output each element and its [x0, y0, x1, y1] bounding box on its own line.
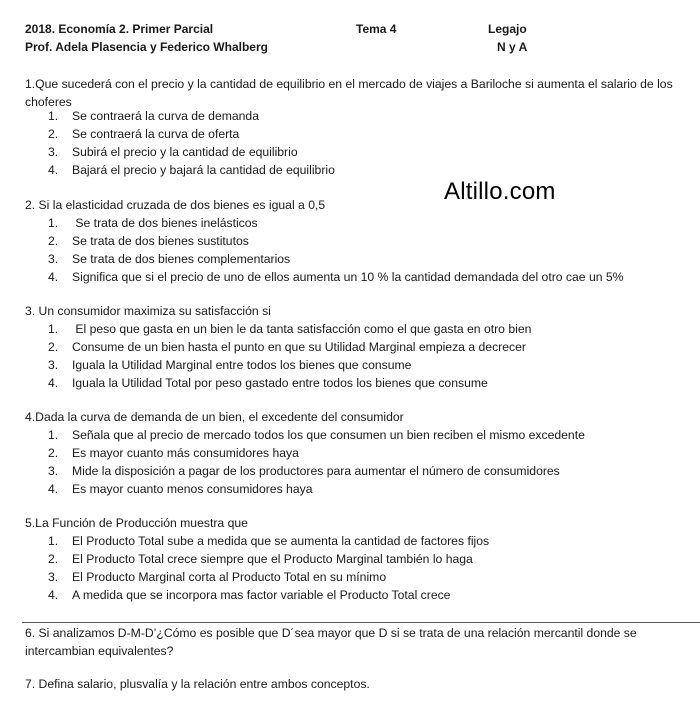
option-number: 2. — [48, 127, 59, 141]
option-text: Señala que al precio de mercado todos los que consumen un bien reciben el mismo excedente — [72, 428, 585, 442]
question-3: 3. Un consumidor maximiza su satisfacción si — [25, 304, 271, 318]
option-number: 4. — [48, 163, 59, 177]
option-number: 1. — [48, 109, 59, 123]
altillo-watermark: Altillo.com — [444, 178, 556, 205]
q5-option-2 — [48, 552, 473, 566]
q1-option-3 — [48, 145, 298, 159]
section-divider — [22, 622, 700, 623]
option-number: 2. — [48, 340, 59, 354]
question-6: 6. Si analizamos D-M-D’¿Cómo es posible que D´sea mayor que D si se trata de una relación mercantil donde se intercambian equivalentes? — [25, 626, 637, 658]
option-text: Se trata de dos bienes inelásticos — [72, 216, 258, 230]
q1-option-2 — [48, 127, 239, 141]
option-text: Se trata de dos bienes sustitutos — [72, 234, 249, 248]
q4-option-3 — [48, 464, 560, 478]
q2-option-1 — [48, 216, 258, 230]
question-4: 4.Dada la curva de demanda de un bien, el excedente del consumidor — [25, 410, 404, 424]
q5-option-4 — [48, 588, 450, 602]
option-number: 2. — [48, 446, 59, 460]
option-text: Es mayor cuanto menos consumidores haya — [72, 482, 313, 496]
option-number: 4. — [48, 588, 59, 602]
option-text: Se trata de dos bienes complementarios — [72, 252, 291, 266]
q3-option-1 — [48, 322, 531, 336]
option-text: Consume de un bien hasta el punto en que su Utilidad Marginal empieza a decrecer — [72, 340, 526, 354]
option-number: 1. — [48, 534, 59, 548]
q2-option-2 — [48, 234, 249, 248]
question-7: 7. Defina salario, plusvalía y la relación entre ambos conceptos. — [25, 677, 370, 691]
header-professors: Prof. Adela Plasencia y Federico Whalberg — [25, 40, 268, 54]
option-number: 4. — [48, 376, 59, 390]
option-text: Se contraerá la curva de demanda — [72, 109, 259, 123]
option-number: 4. — [48, 270, 59, 284]
question-5: 5.La Función de Producción muestra que — [25, 516, 248, 530]
option-number: 1. — [48, 322, 59, 336]
q3-option-4 — [48, 376, 488, 390]
option-number: 3. — [48, 252, 59, 266]
option-number: 2. — [48, 234, 59, 248]
header-course: 2018. Economía 2. Primer Parcial — [25, 22, 214, 36]
option-text: Iguala la Utilidad Marginal entre todos los bienes que consume — [72, 358, 412, 372]
option-text: Es mayor cuanto más consumidores haya — [72, 446, 299, 460]
option-number: 4. — [48, 482, 59, 496]
q5-option-3 — [48, 570, 386, 584]
option-number: 3. — [48, 145, 59, 159]
option-number: 3. — [48, 358, 59, 372]
option-text: El Producto Total sube a medida que se aumenta la cantidad de factores fijos — [72, 534, 490, 548]
q2-option-3 — [48, 252, 290, 266]
option-text: Significa que si el precio de uno de ellos aumenta un 10 % la cantidad demandada del otro cae un 5% — [72, 270, 624, 284]
option-text: A medida que se incorpora mas factor variable el Producto Total crece — [72, 588, 451, 602]
q3-option-2 — [48, 340, 526, 354]
q5-option-1 — [48, 534, 489, 548]
q2-option-4 — [48, 270, 624, 284]
option-text: El Producto Total crece siempre que el Producto Marginal también lo haga — [72, 552, 473, 566]
option-text: Bajará el precio y bajará la cantidad de equilibrio — [72, 163, 335, 177]
option-number: 2. — [48, 552, 59, 566]
option-text: Subirá el precio y la cantidad de equilibrio — [72, 145, 298, 159]
q4-option-1 — [48, 428, 585, 442]
q1-option-4 — [48, 163, 335, 177]
header-legajo: Legajo — [488, 22, 527, 36]
option-text: El Producto Marginal corta al Producto Total en su mínimo — [72, 570, 387, 584]
q3-option-3 — [48, 358, 411, 372]
option-number: 3. — [48, 570, 59, 584]
q1-option-1 — [48, 109, 259, 123]
option-text: Iguala la Utilidad Total por peso gastado entre todos los bienes que consume — [72, 376, 488, 390]
option-number: 3. — [48, 464, 59, 478]
header-nya: N y A — [497, 40, 528, 54]
option-text: El peso que gasta en un bien le da tanta satisfacción como el que gasta en otro bien — [72, 322, 532, 336]
question-2: 2. Si la elasticidad cruzada de dos bienes es igual a 0,5 — [25, 198, 326, 212]
question-1: 1.Que sucederá con el precio y la cantidad de equilibrio en el mercado de viajes a Bariloche si aumenta el salario de los choferes — [25, 77, 673, 109]
q4-option-4 — [48, 482, 312, 496]
q4-option-2 — [48, 446, 299, 460]
option-text: Mide la disposición a pagar de los productores para aumentar el número de consumidores — [72, 464, 560, 478]
header-tema: Tema 4 — [356, 22, 397, 36]
option-number: 1. — [48, 428, 59, 442]
option-text: Se contraerá la curva de oferta — [72, 127, 240, 141]
option-number: 1. — [48, 216, 59, 230]
